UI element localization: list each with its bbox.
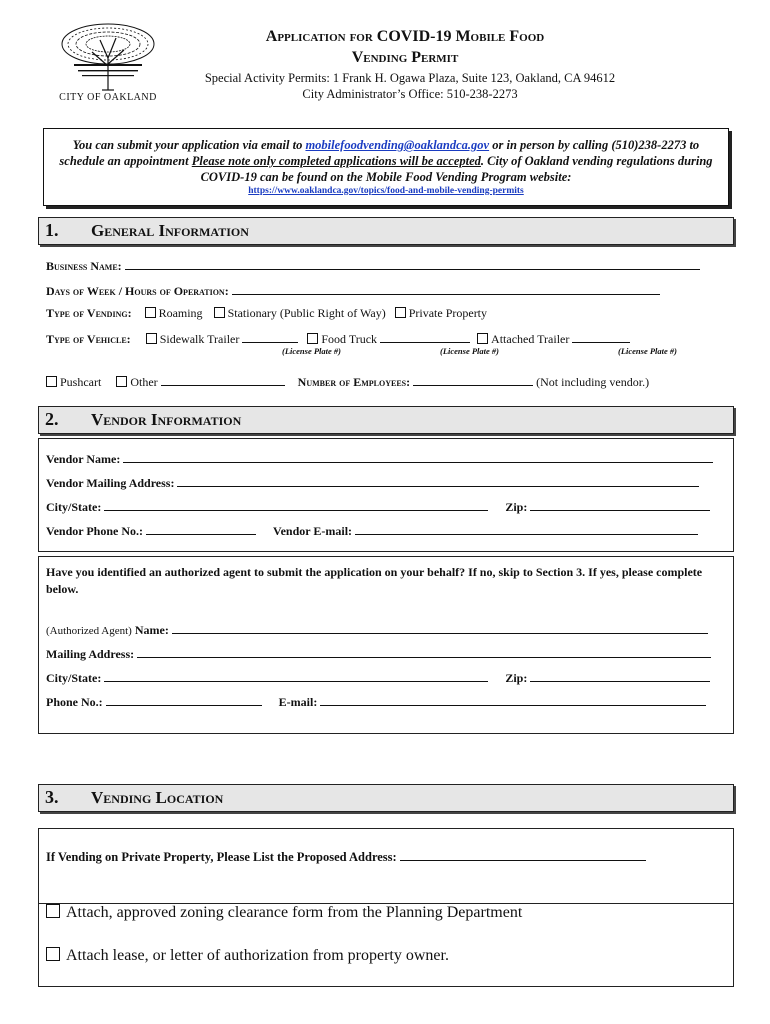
vending-option-private[interactable] (395, 306, 487, 320)
vehicle-option-label: Attached Trailer (491, 332, 570, 346)
checkbox-icon (395, 307, 406, 318)
days-hours-label: Days of Week / Hours of Operation: (46, 284, 229, 298)
notice-text (52, 137, 720, 185)
checkbox-icon (116, 376, 127, 387)
employees-field[interactable] (413, 373, 533, 386)
license-plate-hint-1: (License Plate #) (282, 346, 342, 356)
office-address (175, 70, 645, 102)
agent-email-label: E-mail: (278, 695, 318, 709)
program-website-link[interactable]: https://www.oaklandca.gov/topics/food-and-mobile-vending-permits (248, 186, 524, 196)
private-property-row (46, 848, 646, 865)
attached-trailer-plate-field[interactable] (572, 330, 630, 343)
section-1-header (38, 217, 734, 245)
section-3-header (38, 784, 734, 812)
agent-mailing-row (46, 645, 711, 662)
vendor-name-field[interactable] (123, 450, 713, 463)
section-1-number: 1. (45, 220, 59, 240)
vehicle-option-other[interactable] (116, 375, 157, 389)
days-hours-row (46, 282, 660, 299)
vendor-city-label: City/State: (46, 500, 102, 514)
agent-city-row (46, 669, 710, 686)
license-plate-hint-3: (License Plate #) (618, 346, 678, 356)
checkbox-icon (307, 333, 318, 344)
agent-city-field[interactable] (104, 669, 488, 682)
attach-zoning-label: Attach, approved zoning clearance form from the Planning Department (66, 904, 523, 921)
section-3-number: 3. (45, 787, 59, 807)
submission-notice (43, 128, 729, 206)
pushcart-other-row (46, 373, 649, 390)
checkbox-icon (214, 307, 225, 318)
section-1-title: General Information (91, 221, 249, 240)
agent-phone-field[interactable] (106, 693, 262, 706)
sidewalk-trailer-plate-field[interactable] (242, 330, 298, 343)
agent-mailing-label: Mailing Address: (46, 647, 135, 661)
title-line-2: Vending Permit (351, 49, 459, 66)
vendor-phone-label: Vendor Phone No.: (46, 524, 144, 538)
checkbox-icon (46, 376, 57, 387)
address-line: Special Activity Permits: 1 Frank H. Ogawa Plaza, Suite 123, Oakland, CA 94612 (204, 71, 616, 85)
days-hours-field[interactable] (232, 282, 660, 295)
agent-name-field[interactable] (172, 621, 708, 634)
agent-name-label: Name: (134, 623, 169, 637)
vendor-city-field[interactable] (104, 498, 488, 511)
type-vehicle-label: Type of Vehicle: (46, 332, 131, 346)
checkbox-icon (46, 904, 60, 918)
section-3-title: Vending Location (91, 788, 224, 807)
vendor-mailing-field[interactable] (177, 474, 699, 487)
checkbox-icon (145, 307, 156, 318)
vendor-mailing-row (46, 474, 699, 491)
agent-phone-label: Phone No.: (46, 695, 103, 709)
vehicle-option-attached-trailer[interactable] (477, 332, 569, 346)
office-phone-line: City Administrator’s Office: 510-238-2273 (302, 87, 518, 101)
agent-zip-label: Zip: (505, 671, 528, 685)
type-vehicle-row (46, 330, 630, 347)
license-plate-hint-2: (License Plate #) (440, 346, 500, 356)
vendor-email-label: Vendor E-mail: (273, 524, 353, 538)
agent-contact-row (46, 693, 706, 710)
vendor-email-field[interactable] (355, 522, 698, 535)
vehicle-option-label: Sidewalk Trailer (159, 332, 240, 346)
title-line-1: Application for COVID-19 Mobile Food (265, 28, 545, 45)
notice-email-link[interactable]: mobilefoodvending@oaklandca.gov (305, 138, 490, 152)
private-property-address-field[interactable] (400, 848, 646, 861)
agent-prefix: (Authorized Agent) (46, 625, 132, 637)
section-2-title: Vendor Information (91, 410, 242, 429)
agent-question: Have you identified an authorized agent to submit the application on your behalf? If no, skip to Section 3. If yes, please complete below. (46, 565, 703, 596)
notice-underlined: Please note only completed applications will be accepted (191, 154, 481, 168)
vehicle-option-food-truck[interactable] (307, 332, 377, 346)
private-property-box (38, 828, 734, 904)
checkbox-icon (46, 947, 60, 961)
vendor-zip-label: Zip: (505, 500, 528, 514)
notice-part-1: You can submit your application via email to (72, 138, 306, 152)
employees-label: Number of Employees: (297, 375, 411, 389)
business-name-field[interactable] (125, 257, 700, 270)
vendor-name-label: Vendor Name: (46, 452, 121, 466)
vehicle-option-pushcart[interactable] (46, 375, 101, 389)
food-truck-plate-field[interactable] (380, 330, 470, 343)
vendor-zip-field[interactable] (530, 498, 710, 511)
agent-mailing-field[interactable] (137, 645, 711, 658)
other-vehicle-field[interactable] (161, 373, 285, 386)
agent-email-field[interactable] (320, 693, 706, 706)
vendor-mailing-label: Vendor Mailing Address: (46, 476, 175, 490)
agent-zip-field[interactable] (530, 669, 710, 682)
checkbox-icon (146, 333, 157, 344)
attach-lease-label: Attach lease, or letter of authorization from property owner. (66, 947, 449, 964)
business-name-row (46, 257, 700, 274)
attach-lease-item[interactable] (46, 947, 449, 965)
agent-city-label: City/State: (46, 671, 102, 685)
pushcart-label: Pushcart (60, 375, 102, 389)
vending-option-roaming[interactable] (145, 306, 203, 320)
section-2-number: 2. (45, 409, 59, 429)
vendor-phone-field[interactable] (146, 522, 256, 535)
notice-part-3: . City of Oakland vending regulations during COVID-19 can be found on the Mobile Food Vending Program website: (200, 154, 713, 184)
section-2-header (38, 406, 734, 434)
page-title (190, 26, 620, 68)
employees-note: (Not including vendor.) (536, 375, 650, 389)
vendor-city-row (46, 498, 710, 515)
vendor-name-row (46, 450, 713, 467)
vending-option-label: Roaming (158, 306, 203, 320)
vehicle-option-label: Food Truck (321, 332, 378, 346)
agent-name-row (46, 621, 708, 638)
other-label: Other (130, 375, 158, 389)
vendor-contact-row (46, 522, 698, 539)
type-vending-label: Type of Vending: (46, 306, 132, 320)
vehicle-option-sidewalk-trailer[interactable] (146, 332, 240, 346)
type-vending-row (46, 306, 487, 321)
attach-zoning-item[interactable] (46, 904, 522, 922)
business-name-label: Business Name: (46, 259, 122, 273)
private-property-label: If Vending on Private Property, Please List the Proposed Address: (46, 850, 397, 864)
logo-text: CITY OF OAKLAND (59, 92, 157, 103)
vending-option-stationary[interactable] (214, 306, 386, 320)
notice-part-2: or in person by calling (510)238-2273 to schedule an appointment (59, 138, 700, 168)
vending-option-label: Stationary (Public Right of Way) (227, 306, 386, 320)
checkbox-icon (477, 333, 488, 344)
vending-option-label: Private Property (408, 306, 488, 320)
